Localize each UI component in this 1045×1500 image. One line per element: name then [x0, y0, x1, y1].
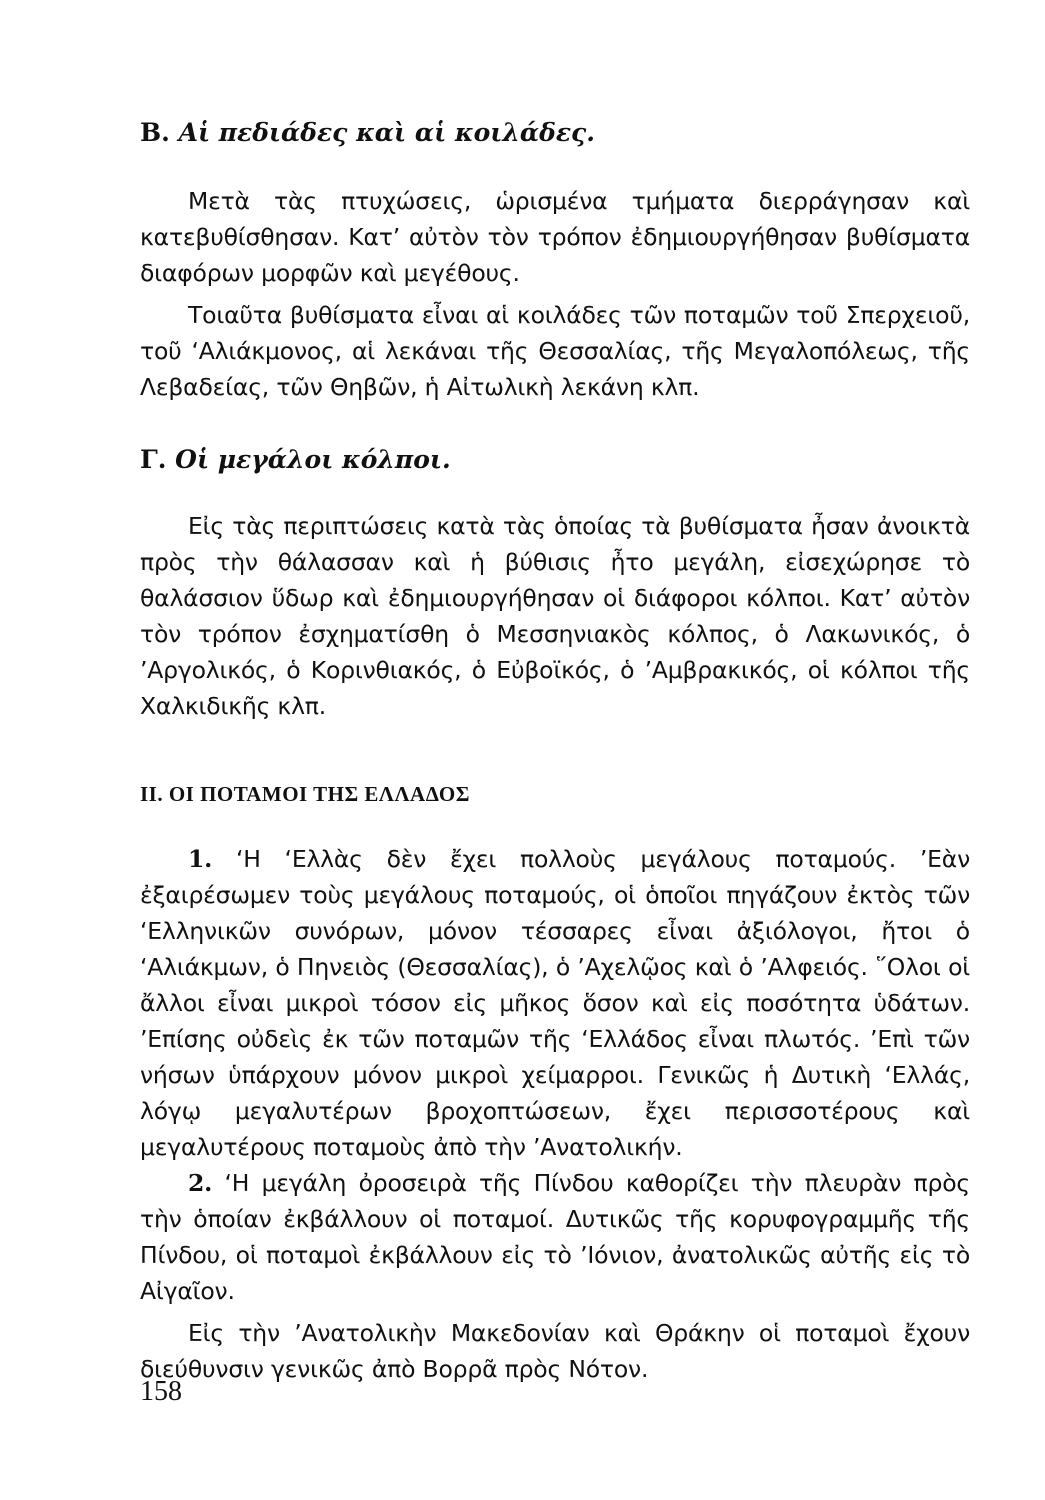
section-ii-heading: II. ΟΙ ΠΟΤΑΜΟΙ ΤΗΣ ΕΛΛΑΔΟΣ — [140, 782, 470, 806]
paragraph-1-text: ‘Η ‘Ελλὰς δὲν ἔχει πολλοὺς μεγάλους ποταμούς. ’Εὰν ἐξαιρέσωμεν τοὺς μεγάλους ποταμούς, οἱ ὁποῖοι πηγάζουν ἐκτὸς τῶν ‘Ελληνικῶν συνόρων, μόνον τέσσαρες εἶναι ἀξιόλογοι, ἤτοι ὁ ‘Αλιάκμων, ὁ Πηνειὸς (Θεσσαλίας), ὁ ’Αχελῷος καὶ ὁ ’Αλφειός. ῞Ολοι οἱ ἄλλοι εἶναι μικροὶ τόσον εἰς μῆκος ὅσον καὶ εἰς ποσότητα ὑδάτων. ’Επίσης οὐδεὶς ἐκ τῶν ποταμῶν τῆς ‘Ελλάδος εἶναι πλωτός. ’Επὶ τῶν νήσων ὑπάρχουν μόνον μικροὶ χείμαρροι. Γενικῶς ἡ Δυτικὴ ‘Ελλάς, λόγῳ μεγαλυτέρων βροχοπτώσεων, ἔχει περισσοτέρους καὶ μεγαλυτέρους ποταμοὺς ἀπὸ τὴν ’Ανατολικήν. — [140, 845, 971, 1161]
section-c-title: Οἱ μεγάλοι κόλποι. — [175, 445, 451, 474]
section-b-paragraph-1: Μετὰ τὰς πτυχώσεις, ὡρισμένα τμήματα διερράγησαν καὶ κατεβυθίσθησαν. Κατ’ αὐτὸν τὸν τρόπον ἐδημιουργήθησαν βυθίσματα διαφόρων μορφῶν καὶ μεγέθους. — [140, 187, 970, 287]
section-ii-paragraph-3: Εἰς τὴν ’Ανατολικὴν Μακεδονίαν καὶ Θράκην οἱ ποταμοὶ ἔχουν διεύθυνσιν γενικῶς ἀπὸ Βορρᾶ πρὸς Νότον. — [140, 1319, 970, 1383]
section-b-heading — [140, 118, 970, 147]
page-content — [140, 118, 970, 1387]
section-b-label: Β. — [140, 118, 170, 147]
section-b-paragraph-2: Τοιαῦτα βυθίσματα εἶναι αἱ κοιλάδες τῶν ποταμῶν τοῦ Σπερχειοῦ, τοῦ ‘Αλιάκμονος, αἱ λεκάναι τῆς Θεσσαλίας, τῆς Μεγαλοπόλεως, τῆς Λεβαδείας, τῶν Θηβῶν, ἡ Αἰτωλικὴ λεκάνη κλπ. — [140, 301, 970, 401]
section-c-label: Γ. — [140, 445, 167, 474]
section-c-heading — [140, 445, 970, 474]
paragraph-number-1: 1. — [188, 845, 213, 873]
paragraph-2-text: ‘Η μεγάλη ὀροσειρὰ τῆς Πίνδου καθορίζει τὴν πλευρὰν πρὸς τὴν ὁποίαν ἐκβάλλουν οἱ ποταμοί. Δυτικῶς τῆς κορυφογραμμῆς τῆς Πίνδου, οἱ ποταμοὶ ἐκβάλλουν εἰς τὸ ’Ιόνιον, ἀνατολικῶς αὐτῆς εἰς τὸ Αἰγαῖον. — [140, 1169, 970, 1305]
section-b-title: Αἱ πεδιάδες καὶ αἱ κοιλάδες. — [178, 118, 595, 147]
page-number: 158 — [140, 1376, 182, 1407]
section-ii-paragraph-2 — [140, 1165, 970, 1309]
section-ii-paragraph-1 — [140, 841, 970, 1165]
paragraph-number-2: 2. — [188, 1169, 213, 1197]
section-c-paragraph-1: Εἰς τὰς περιπτώσεις κατὰ τὰς ὁποίας τὰ βυθίσματα ἦσαν ἀνοικτὰ πρὸς τὴν θάλασσαν καὶ ἡ βύθισις ἦτο μεγάλη, εἰσεχώρησε τὸ θαλάσσιον ὕδωρ καὶ ἐδημιουργήθησαν οἱ διάφοροι κόλποι. Κατ’ αὐτὸν τὸν τρόπον ἐσχηματίσθη ὁ Μεσσηνιακὸς κόλπος, ὁ Λακωνικός, ὁ ’Αργολικός, ὁ Κορινθιακός, ὁ Εὐβοϊκός, ὁ ’Αμβρακικός, οἱ κόλποι τῆς Χαλκιδικῆς κλπ. — [140, 512, 970, 720]
